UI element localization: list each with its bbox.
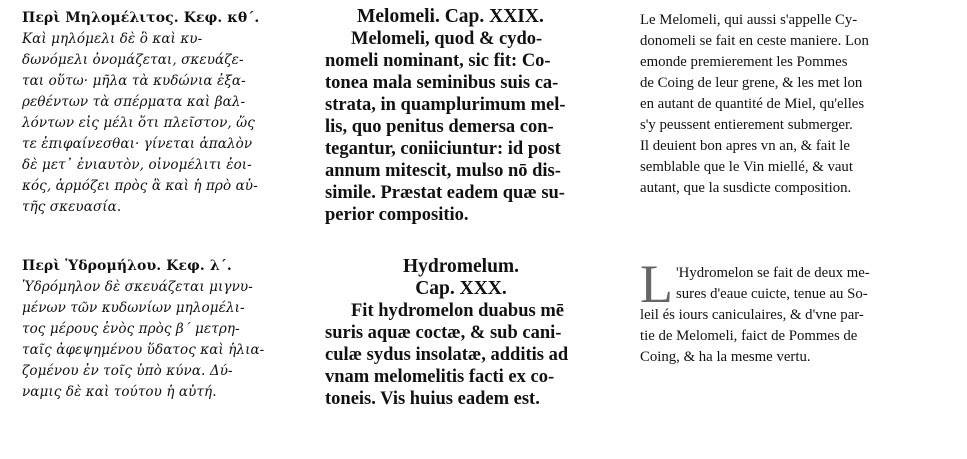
drop-cap-letter: L [640,254,673,314]
french-column [640,10,960,368]
latin-line: tegantur, coniiciuntur: id post [325,139,561,159]
latin-line: perior compositio. [325,205,469,225]
latin-line: annum mitescit, mulso nō dis- [325,161,561,181]
greek-line: τε ἐπιφαίνεσθαι· γίνεται ἁπαλὸν [22,136,253,152]
french-line: tie de Melomeli, faict de Pommes de [640,328,858,344]
greek-line: Ὑδρόμηλον δὲ σκευάζεται μιγνυ- [22,279,253,295]
greek-line: τῆς σκευασία. [22,199,122,215]
latin-line: Fit hydromelon duabus mē [351,301,564,321]
latin-subheading-cap-xxx: Cap. XXX. [415,278,507,299]
latin-heading-hydromelum: Hydromelum. [402,256,520,277]
latin-line: tonea mala seminibus suis ca- [325,73,559,93]
french-line: en autant de quantité de Miel, qu'elles [640,96,865,112]
french-line: Le Melomeli, qui aussi s'appelle Cy- [640,12,858,28]
latin-line: strata, in quamplurimum mel- [325,95,566,115]
french-line: 'Hydromelon se fait de deux me- [676,265,870,281]
french-line: emonde premierement les Pommes [640,54,848,70]
french-line: sures d'eaue cuicte, tenue au So- [676,286,868,302]
greek-line: Καὶ μηλόμελι δὲ ὃ καὶ κυ- [22,31,203,47]
greek-paragraph-melomeli [20,29,295,218]
latin-heading-melomeli: Melomeli. Cap. XXIX. [357,6,544,27]
french-paragraph-melomeli [640,10,960,199]
latin-line: culæ sydus insolatæ, additis ad [325,345,569,365]
latin-line: toneis. Vis huius eadem est. [325,389,540,409]
french-line: donomeli se fait en ceste maniere. Lon [640,33,869,49]
french-line: de Coing de leur grene, & les met lon [640,75,863,91]
french-line: leil és iours caniculaires, & d'vne par- [640,307,864,323]
latin-line: lis, quo penitus demersa con- [325,117,554,137]
greek-line: ταῖς ἀφεψημένου ὕδατος καὶ ἡλια- [22,342,265,358]
french-line: s'y peussent entierement submerger. [640,117,853,133]
latin-paragraph-melomeli [325,28,597,226]
latin-line: Melomeli, quod & cydo- [351,29,543,49]
french-paragraph-hydromelon [640,254,960,368]
greek-line: ρεθέντων τὰ σπέρματα καὶ βαλ- [22,94,246,110]
greek-line: κός, ἁρμόζει πρὸς ἃ καὶ ἡ πρὸ αὐ- [22,178,258,194]
latin-line: simile. Præstat eadem quæ su- [325,183,565,203]
greek-line: λόντων εἰς μέλι ὅτι πλεῖστον, ὥς [22,115,255,131]
greek-line: ζομένου ἐν τοῖς ὑπὸ κύνα. Δύ- [22,363,233,379]
latin-column [325,6,597,410]
greek-line: μένων τῶν κυδωνίων μηλομέλι- [22,300,245,316]
french-line: Il deuient bon apres vn an, & fait le [640,138,850,154]
greek-paragraph-hydromelon [20,277,295,403]
greek-heading-hydromelon: Περὶ Ὑδρομήλου. Κεφ. λ΄. [22,258,232,274]
french-line: semblable que le Vin miellé, & vaut [640,159,853,175]
greek-line: ναμις δὲ καὶ τούτου ἡ αὐτή. [22,384,217,400]
latin-line: nomeli nominant, sic fit: Co- [325,51,551,71]
french-line: autant, que la susdicte composition. [640,180,852,196]
latin-line: suris aquæ coctæ, & sub cani- [325,323,562,343]
greek-heading-melomeli: Περὶ Μηλομέλιτος. Κεφ. κθ΄. [22,10,260,26]
latin-line: vnam melomelitis facti ex co- [325,367,555,387]
greek-line: ται οὕτω· μῆλα τὰ κυδώνια ἐξα- [22,73,246,89]
greek-line: δὲ μετ᾽ ἐνιαυτὸν, οἰνομέλιτι ἐοι- [22,157,252,173]
greek-line: δωνόμελι ὀνομάζεται, σκευάζε- [22,52,244,68]
french-line: Coing, & ha la mesme vertu. [640,349,811,365]
greek-column [20,8,295,403]
latin-paragraph-hydromelum [325,300,597,410]
greek-line: τος μέρους ἑνὸς πρὸς β΄ μετρη- [22,321,240,337]
